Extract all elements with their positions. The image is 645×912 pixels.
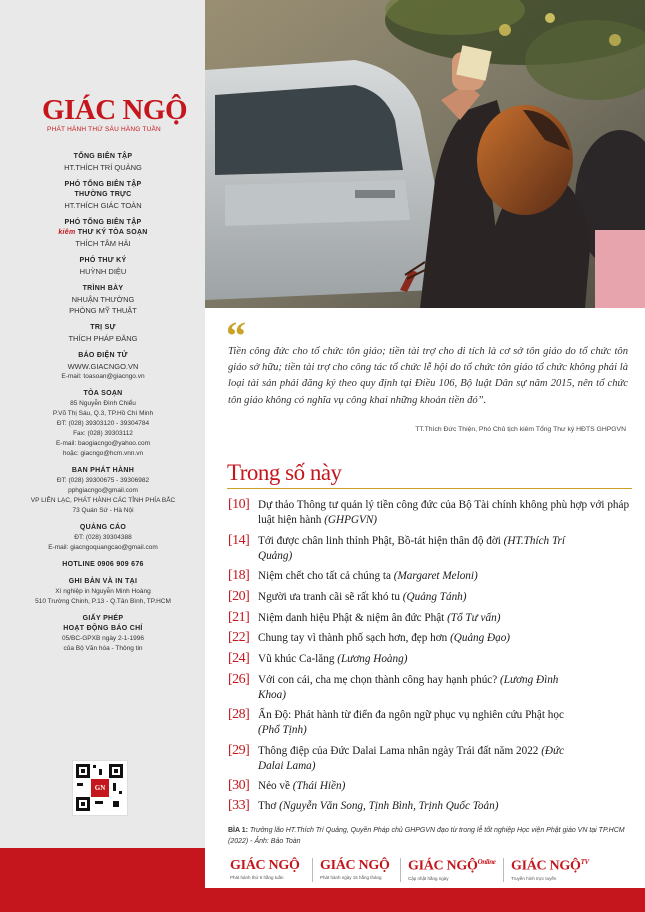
brand-giacngo-weekly[interactable]: GIÁC NGỘ Phát hành thứ 6 hằng tuần xyxy=(230,858,300,880)
credit-ban-phat-hanh: BAN PHÁT HÀNH ĐT: (028) 39300675 - 39306982 pphgiacngo@gmail.com VP LIÊN LẠC, PHÁT HÀNH CÁC TỈNH PHÍA BẮC 73 Quán Sứ - Hà Nội xyxy=(30,467,176,514)
credit-hotline: HOTLINE 0906 909 676 xyxy=(62,561,144,568)
credit-pho-tong-thu-ky: PHÓ TỔNG BIÊN TẬP kiêm THƯ KÝ TÒA SOẠN THÍCH TÂM HẢI xyxy=(58,219,148,248)
toc-item[interactable]: [18] Niệm chết cho tất cả chúng ta (Margaret Meloni) xyxy=(228,568,478,583)
credit-quang-cao: QUẢNG CÁO ĐT: (028) 39304388 E-mail: giacngoquangcao@gmail.com xyxy=(48,524,158,551)
credit-toa-soan: TÒA SOẠN 85 Nguyễn Đình Chiểu P.Võ Thị Sáu, Q.3, TP.Hồ Chí Minh ĐT: (028) 39303120 - 39304784 Fax: (028) 39303112 E-mail: baogiacngo@yahoo.com hoặc: giacngo@hcm.vnn.vn xyxy=(52,390,154,457)
toc-item[interactable]: [22] Chung tay vì thành phố sạch hơn, đẹp hơn (Quảng Đạo) xyxy=(228,630,511,645)
quote-mark-icon: “ xyxy=(226,313,246,358)
toc-item[interactable]: [33] Thơ (Nguyễn Văn Song, Tịnh Bình, Trịnh Quốc Toản) xyxy=(228,798,499,813)
masthead-credits xyxy=(6,152,200,661)
pull-quote: Tiền công đức cho tổ chức tôn giáo; tiền tài trợ cho di tích là cơ sở tôn giáo do tổ chức tôn giáo sở hữu; tiền tài trợ cho công tác tổ chức lễ hội do tổ chức tôn giáo tổ chức không phải là loại tài sản phải đăng ký theo quy định tại Điều 106, Bộ luật Dân sự năm 2015, nên tổ chức tôn giáo không có nghĩa vụ công khai những khoản tiền đó”. xyxy=(228,346,628,406)
credit-pho-tong-thuong-truc: PHÓ TỔNG BIÊN TẬP THƯỜNG TRỰC HT.THÍCH GIÁC TOÀN xyxy=(64,181,142,210)
toc-page-number: [26] xyxy=(228,672,250,687)
toc-page-number: [22] xyxy=(228,630,250,645)
toc-page-number: [33] xyxy=(228,798,250,813)
brand-divider xyxy=(503,858,504,882)
credit-giay-phep: GIẤY PHÉP HOẠT ĐỘNG BÁO CHÍ 05/BC-GPXB ngày 2-1-1996 của Bộ Văn hóa - Thông tin xyxy=(61,615,145,652)
website-link[interactable]: WWW.GIACNGO.VN xyxy=(67,362,139,371)
qr-code[interactable] xyxy=(72,760,128,816)
toc-page-number: [20] xyxy=(228,589,250,604)
toc-item[interactable]: [20] Người ưa tranh cãi sẽ rất khó tu (Quảng Tánh) xyxy=(228,589,467,604)
toc-item[interactable]: [30] Nẻo về (Thái Hiền) xyxy=(228,778,346,793)
brand-giacngo-tv[interactable]: GIÁC NGỘ$^{TV}$ Truyền hình trực tuyến xyxy=(511,858,589,881)
cover-caption: BÌA 1: Trưởng lão HT.Thích Trí Quảng, Quyền Pháp chủ GHPGVN đạo từ trong lễ tốt nghiệp Học viện Phật giáo VN tại TP.HCM (2022) - Ảnh: Bảo Toàn xyxy=(228,827,625,845)
toc-item[interactable]: [28] Ấn Độ: Phát hành từ điển đa ngôn ngữ phục vụ nghiên cứu Phật học (Phổ Tịnh) xyxy=(228,707,564,736)
credit-pho-thu-ky: PHÓ THƯ KÝ HUỲNH DIỆU xyxy=(79,257,127,276)
brand-giacngo-monthly[interactable]: GIÁC NGỘ Phát hành ngày 15 hằng tháng xyxy=(320,858,390,880)
masthead-sidebar xyxy=(0,0,205,848)
brand-divider xyxy=(312,858,313,882)
credit-tri-su: TRỊ SỰ THÍCH PHÁP ĐĂNG xyxy=(68,324,138,343)
toc-item[interactable]: [10] Dự thảo Thông tư quản lý tiền công đức của Bộ Tài chính không phù hợp với pháp luật hiện hành (GHPGVN) xyxy=(228,497,630,526)
toc-page-number: [21] xyxy=(228,610,250,625)
cover-photo xyxy=(205,0,645,308)
credit-ghi-ban: GHI BẢN VÀ IN TẠI Xí nghiệp in Nguyễn Minh Hoàng 510 Trường Chinh, P.13 - Q.Tân Bình, TP.HCM xyxy=(35,578,171,605)
masthead-logo: GIÁC NGỘ xyxy=(42,94,188,126)
credit-trinh-bay: TRÌNH BÀY NHUẬN THƯỜNG PHÒNG MỸ THUẬT xyxy=(69,285,137,315)
qr-logo-badge: GN xyxy=(91,779,109,797)
brand-giacngo-online[interactable]: GIÁC NGỘ$^{Online}$ Cập nhật hằng ngày xyxy=(408,858,496,881)
toc-item[interactable]: [14] Tới được chân linh thỉnh Phật, Bồ-tát hiện thân độ đời (HT.Thích Trí Quảng) xyxy=(228,533,566,562)
toc-item[interactable]: [26] Với con cái, cha mẹ chọn thành công hay hạnh phúc? (Lương Đình Khoa) xyxy=(228,672,559,701)
toc-page-number: [14] xyxy=(228,533,250,548)
toc-page-number: [28] xyxy=(228,707,250,722)
quote-attribution: TT.Thích Đức Thiện, Phó Chủ tịch kiêm Tổng Thư ký HĐTS GHPGVN xyxy=(415,426,626,433)
toc-page-number: [29] xyxy=(228,743,250,758)
toc-page-number: [24] xyxy=(228,651,250,666)
masthead-tagline: PHÁT HÀNH THỨ SÁU HÀNG TUẦN xyxy=(47,126,161,133)
worshipper-photo-illustration xyxy=(205,0,645,308)
toc-page-number: [18] xyxy=(228,568,250,583)
toc-item[interactable]: [21] Niệm danh hiệu Phật & niệm ân đức Phật (Tổ Tư vấn) xyxy=(228,610,501,625)
toc-item[interactable]: [24] Vũ khúc Ca-lăng (Lương Hoàng) xyxy=(228,651,408,666)
toc-page-number: [10] xyxy=(228,497,250,512)
toc-divider xyxy=(227,488,632,489)
credit-tong-bien-tap: TỔNG BIÊN TẬP HT.THÍCH TRÍ QUẢNG xyxy=(64,153,142,172)
brand-divider xyxy=(400,858,401,882)
toc-page-number: [30] xyxy=(228,778,250,793)
toc-title: Trong số này xyxy=(227,460,342,485)
toc-item[interactable]: [29] Thông điệp của Đức Dalai Lama nhân ngày Trái đất năm 2022 (Đức Dalai Lama) xyxy=(228,743,565,772)
credit-bao-dien-tu: BÁO ĐIỆN TỬ WWW.GIACNGO.VN E-mail: toasoan@giacngo.vn xyxy=(6,351,200,382)
